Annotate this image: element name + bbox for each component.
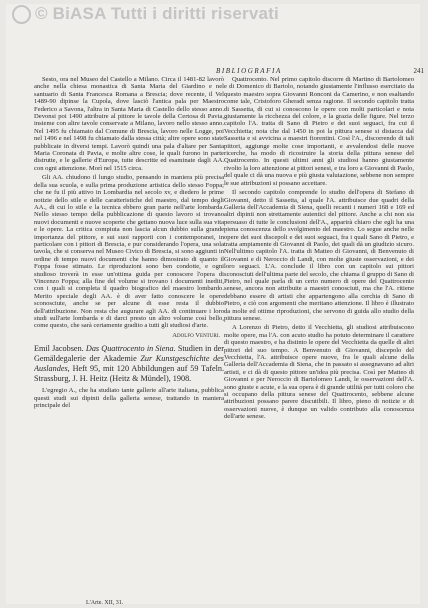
- page-number: 241: [413, 67, 424, 75]
- body-paragraph: A Lorenzo di Pietro, detto il Vecchietta, gli studiosi attribuiscono molte opere, ma l'A. con acuto studio ha potuto determinare il carattere di questo maestro, e ha distinto le opere del Vecchietta da quelle di altri pittori del suo tempo. A Benvenuto di Giovanni, discepolo del Vecchietta, l'A. attribuisce opere nuove, fra le quali alcune della Galleria dell'Accademia di Siena, che in passato si assegnavano ad altri artisti, e ci dà di questo pittore un'idea più precisa. Così per Matteo di Giovanni e per Neroccio di Bartolomeo Landi, le osservazioni dell'A. sono giuste e acute, e la sua opera è di grande utilità per tutti coloro che si occupano della pittura senese del Quattrocento, sebbene alcune attribuzioni possano parere discutibili. Il libro, pieno di notizie e di osservazioni nuove, è dunque un valido contributo alla conoscenza dell'arte senese.: [224, 324, 414, 421]
- review-series: Zur Kunstgeschichte des Auslandes,: [34, 354, 224, 374]
- body-paragraph: L'egregio A., che ha studiato tante gallerie all'arte italiana, pubblica questi studi sui dipinti della galleria senese, trattando in maniera principale del: [34, 387, 224, 410]
- review-heading: Emil Jacobsen. Das Quattrocento in Siena. Studien in der Gemäldegalerie der Akademie Zur Kunstgeschichte des Auslandes, Heft 95, mit 120 Abbildungen auf 59 Tafeln. Strassburg, J. H. Heitz (Heitz & Mündel), 1908.: [34, 344, 224, 384]
- body-paragraph: Gli AA. chiudono il lungo studio, pensando in maniera più precisa della sua scuola, e sulla prima produzione artistica dello stesso Foppa; che ne fu il più attivo in Lombardia nel secolo xv, e diedero le prime notizie dello stile e delle caratteristiche del maestro, dal tempo degli AA., di cui lo stile e la tecnica ebbero gran parte nell'arte lombarda. Nello stesso tempo della pubblicazione di questo lavoro si trovano nuovi documenti e nuove scoperte che gettano nuova luce sulla sua vita e le opere. La critica compiuta non lascia alcun dubbio sulla grande importanza del pittore, e sui suoi rapporti con i contemporanei, in particolare con i pittori di Brescia, e pur considerando l'opera, una sola tavola, che si conserva nel Museo Civico di Brescia, si sono aggiunti in ordine di tempo nuovi documenti che hanno dimostrato di quanto il Foppa fosse stimato. Le riproduzioni sono ben condotte, e ogni studioso troverà in esse un'ottima guida per conoscere l'opera di Vincenzo Foppa; alla fine del volume si trovano i documenti inediti, con i quali si completa il quadro biografico del maestro lombardo. Merito speciale degli AA. è di aver fatto conoscere le opere sconosciute, anche se per alcune di esse resta il dubbio dell'attribuzione. Non resta che augurare agli AA. di continuare i loro studi sull'arte lombarda e di darci presto un altro volume così bello, come questo, che sarà certamente gradito a tutti gli studiosi d'arte.: [34, 174, 224, 330]
- body-paragraph: Quattrocento. Nel primo capitolo discorre di Martino di Bartolomeo e di Domenico di Bartolo, notando giustamente l'influsso esercitato da questo maestro sopra Giovanni Ronconi da Camerino, e non esaltando come tale, Cristoforo Gheradi senza ragione. Il secondo capitolo tratta di Sassetta, di cui si conoscono le opere con molti particolari e nota giustamente la ricchezza del colore, e la grazia delle figure. Nel terzo capitolo l'A. tratta di Sano di Pietro e dei suoi seguaci, fra cui il Vecchietta; nota che dal 1450 in poi la pittura senese si distacca dal Sassetta e si avvicina a maestri fiorentini. Così l'A., discorrendo di tali pittori, aggiunge molte cose importanti, e avvalendosi delle nuove ricerche, ha modo di ricostruire la storia della pittura senese del Quattrocento. In questi ultimi anni gli studiosi hanno giustamente rivolto la loro attenzione ai pittori senesi, e tra loro a Giovanni di Paolo, del quale ci dà una nuova e più giusta valutazione, sebbene non sempre le sue attribuzioni si possano accettare.: [224, 76, 414, 187]
- signature-mark: L'Arte. XII, 31.: [86, 600, 124, 606]
- body-paragraph: Sesto, ora nel Museo del Castello a Milano. Circa il 1481-82 lavorò anche nella chiesa monastica di Santa Maria del Giardino e nel santuario di Santa Francesca Romana a Brescia; dove recente, il Vel 1489-90 dipinse la Cupola, dove lasciò l'antica pala per Maestro Federico a Savona, l'altra in Santa Maria di Castello dello stesso anno. Devonsi poi 1490 attribuire al pittore le tavole della Certosa di Pavia, insieme con altre tavole conservate a Milano, lavoro nello stesso anno. Nel 1495 fu chiamato dal Comune di Brescia, lavoro nelle Logge, poi nel 1496 e nel 1498 fu chiamato dalla stessa città; altre opere sono state pubblicate in diversi tempi. Lavorò quindi una pala d'altare per Santa Maria Coronata di Pavia, e molte altre cose, le quali furono in parte distrutte, e le gallerie d'Europa, tutte descritte ed esaminate dagli AA. con ogni attenzione. Morì nel 1515 circa.: [34, 76, 224, 172]
- review-author: Emil Jacobsen: [34, 344, 82, 354]
- body-paragraph: Il secondo capitolo comprende lo studio dell'opera di Stefano di Giovanni, detto il Sassetta, al quale l'A. attribuisce due quadri della Galleria dell'Accademia di Siena, quelli recanti i numeri 168 e 169 ed altri dipinti non strettamente autentici del pittore. Anche a chi non sia persuaso di tutte le conclusioni dell'A., apparirà chiaro che egli ha una piena conoscenza dello svolgimento del maestro. Lo segue anche nelle opere dei suoi discepoli e dei suoi seguaci, fra i quali Sano di Pietro, e tratta ampiamente di Giovanni di Paolo, dei quali dà un giudizio sicuro. Nell'ultimo capitolo l'A. tratta di Matteo di Giovanni, di Benvenuto di Giovanni e di Neroccio di Landi, con molte giuste osservazioni, e dei loro seguaci. L'A. conclude il libro con un capitolo sui pittori sconosciuti dell'ultima parte del secolo, che chiama il gruppo di Sano di Pietro, nel quale parla di un certo numero di opere del Quattrocento senese, ancora non attribuite a maestri conosciuti, ma che l'A. ritiene debbano essere di artisti che appartengono alla cerchia di Sano di Pietro, e ciò con argomenti che meritano attenzione. Il libro è illustrato da molte ed ottime riproduzioni, che servono di guida allo studio della pittura senese.: [224, 189, 414, 322]
- watermark-text: © BiASA Tutti i diritti riservati: [35, 4, 279, 23]
- running-head: [216, 67, 426, 75]
- section-title: BIBLIOGRAFIA: [216, 67, 282, 75]
- right-column: [224, 76, 414, 596]
- left-column: [34, 76, 224, 596]
- review-subtitle: Studien in der Gemäldegalerie der Akademie: [34, 344, 224, 364]
- document-page: [6, 4, 424, 606]
- review-title: Das Quattrocento in Siena.: [85, 344, 176, 354]
- author-signature: Adolfo Venturi.: [172, 331, 220, 339]
- seal-icon: [12, 5, 31, 24]
- copyright-watermark: [12, 4, 279, 24]
- review-details: Heft 95, mit 120 Abbildungen auf 59 Tafeln. Strassburg, J. H. Heitz (Heitz & Mündel), 1908.: [34, 364, 224, 384]
